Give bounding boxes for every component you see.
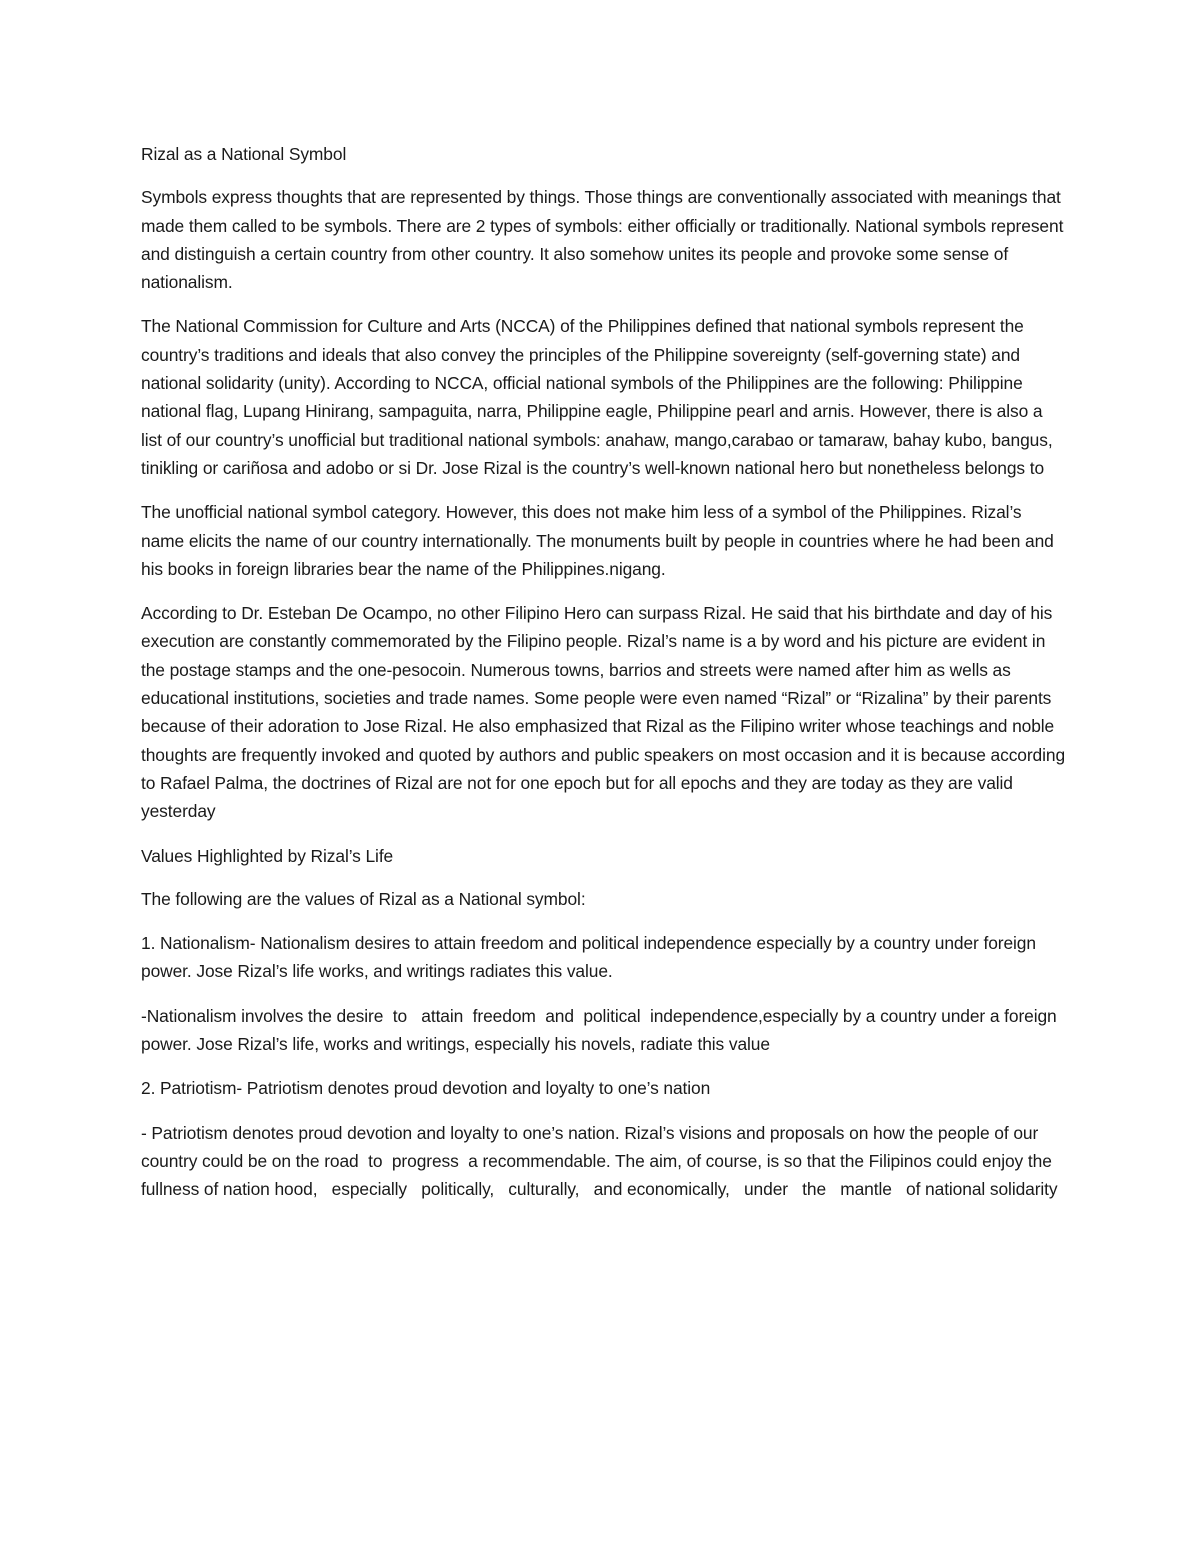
paragraph-symbols: Symbols express thoughts that are represented by things. Those things are conventionally associated with meanings that made them called to be symbols. There are 2 types of symbols: either officially or traditionally. National symbols represent and distinguish a certain country from other country. It also somehow unites its people and provoke some sense of nationalism.: [141, 187, 1064, 293]
paragraph-ocampo: According to Dr. Esteban De Ocampo, no other Filipino Hero can surpass Rizal. He said that his birthdate and day of his execution are constantly commemorated by the Filipino people. Rizal’s name is a by word and his picture are evident in the postage stamps and the one-pesocoin. Numerous towns, barrios and streets were named after him as wells as educational institutions, societies and trade names. Some people were even named “Rizal” or “Rizalina” by their parents because of their adoration to Jose Rizal. He also emphasized that Rizal as the Filipino writer whose teachings and noble thoughts are frequently invoked and quoted by authors and public speakers on most occasion and it is because according to Rafael Palma, the doctrines of Rizal are not for one epoch but for all epochs and they are today as they are valid yesterday: [141, 603, 1066, 822]
paragraph-unofficial: The unofficial national symbol category. However, this does not make him less of a symbol of the Philippines. Rizal’s name elicits the name of our country internationally. The monuments built by people in countries where he had been and his books in foreign libraries bear the name of the Philippines.nigang.: [141, 502, 1054, 579]
value-patriotism-detail: - Patriotism denotes proud devotion and loyalty to one’s nation. Rizal’s visions and proposals on how the people of our country could be on the road to progress a recommendable. The aim, of course, is so that the Filipinos could enjoy the fullness of nation hood, especially politically, culturally, and economically, under the mantle of national solidarity: [141, 1122, 1058, 1200]
document-title: Rizal as a National Symbol: [141, 144, 347, 164]
section-title: Values Highlighted by Rizal’s Life: [141, 845, 394, 866]
value-nationalism-detail: -Nationalism involves the desire to attain freedom and political independence,especially by a country under a foreign power. Jose Rizal’s life, works and writings, especially his novels, radiate this value: [141, 1005, 1062, 1055]
document-body: [141, 140, 1066, 1220]
values-intro: The following are the values of Rizal as a National symbol:: [141, 888, 586, 909]
paragraph-ncca: The National Commission for Culture and Arts (NCCA) of the Philippines defined that national symbols represent the country’s traditions and ideals that also convey the principles of the Philippine sovereignty (self-governing state) and national solidarity (unity). According to NCCA, official national symbols of the Philippines are the following: Philippine national flag, Lupang Hinirang, sampaguita, narra, Philippine eagle, Philippine pearl and arnis. However, there is also a list of our country’s unofficial but traditional national symbols: anahaw, mango,carabao or tamaraw, bahay kubo, bangus, tinikling or cariñosa and adobo or si Dr. Jose Rizal is the country’s well-known national hero but nonetheless belongs to: [141, 316, 1053, 478]
value-nationalism: 1. Nationalism- Nationalism desires to attain freedom and political independence especially by a country under foreign power. Jose Rizal’s life works, and writings radiates this value.: [141, 933, 1041, 982]
value-patriotism: 2. Patriotism- Patriotism denotes proud devotion and loyalty to one’s nation: [141, 1078, 711, 1099]
